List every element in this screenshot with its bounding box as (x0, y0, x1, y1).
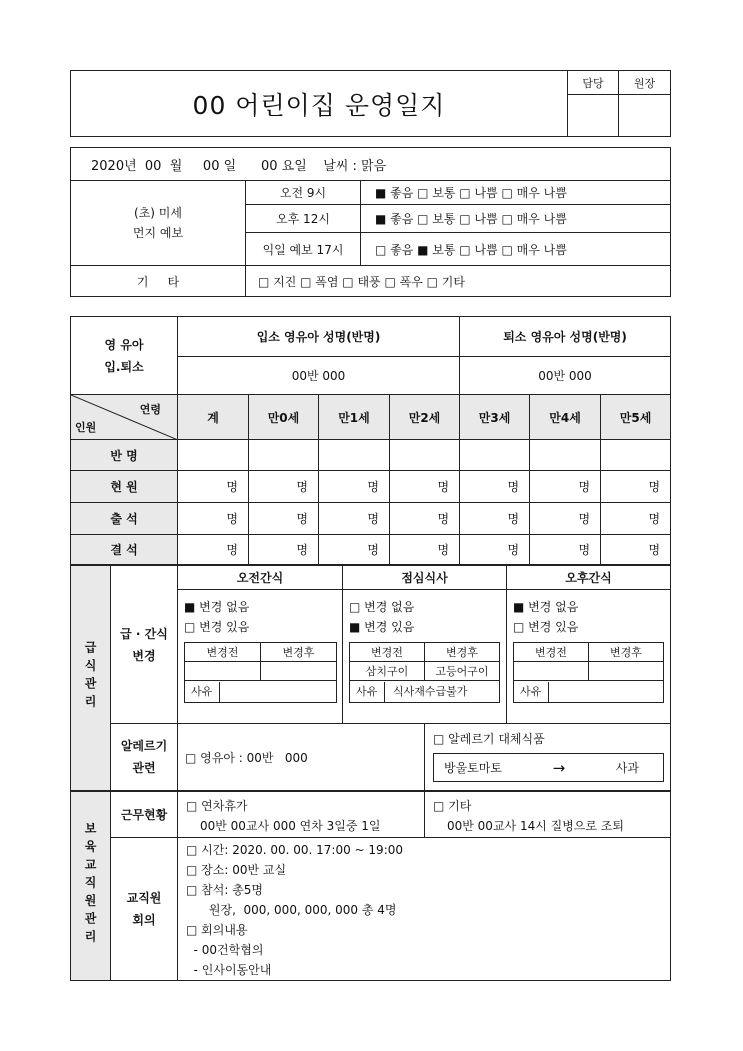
reason-value: 식사재수급불가 (393, 684, 468, 698)
meal-change-label (111, 566, 178, 724)
enrolled-cell[interactable]: 명 (390, 471, 460, 503)
after-label: 변경후 (425, 643, 500, 662)
present-cell[interactable]: 명 (530, 503, 601, 535)
meal-change-line-1: 급 · 간식 (120, 626, 168, 641)
age-header: 계 (178, 395, 249, 440)
before-label: 변경전 (185, 643, 261, 662)
dust-forecast-label (71, 181, 246, 266)
after-label: 변경후 (261, 643, 337, 662)
after-value[interactable] (261, 662, 337, 681)
reason-row[interactable] (514, 681, 664, 703)
age-header: 만0세 (249, 395, 319, 440)
row-label-absent: 결 석 (71, 535, 178, 565)
afternoon-change-cell (507, 590, 671, 724)
before-value[interactable] (514, 662, 589, 681)
approver-staff-sign[interactable] (568, 95, 619, 137)
meeting-line: - 00건학협의 (186, 943, 264, 957)
morning-change-cell (178, 590, 343, 724)
after-value[interactable] (589, 662, 664, 681)
enter-value[interactable]: 00반 000 (178, 357, 460, 395)
approver-director-sign[interactable] (619, 95, 671, 137)
afternoon-snack-title: 오후간식 (507, 566, 671, 590)
morning-opt-nochange[interactable]: ■ 변경 없음 (184, 600, 250, 614)
class-cell[interactable] (390, 440, 460, 471)
diag-top-label: 연령 (139, 403, 161, 416)
class-cell[interactable] (530, 440, 601, 471)
row-label-enrolled: 현 원 (71, 471, 178, 503)
age-header: 만2세 (390, 395, 460, 440)
allergy-label-line-1: 알레르기 (120, 739, 168, 753)
absent-cell[interactable]: 명 (390, 535, 460, 565)
enrolled-cell[interactable]: 명 (319, 471, 390, 503)
class-cell[interactable] (178, 440, 249, 471)
date-weather-line: 2020년 00 월 00 일 00 요일 날씨 : 맑음 (71, 148, 671, 181)
absent-cell[interactable]: 명 (178, 535, 249, 565)
forecast-status[interactable]: ■ 좋음 □ 보통 □ 나쁨 □ 매우 나쁨 (361, 181, 671, 205)
row-label-class: 반 명 (71, 440, 178, 471)
work-status-label: 근무현황 (111, 792, 178, 838)
before-value[interactable] (185, 662, 261, 681)
absent-cell[interactable]: 명 (319, 535, 390, 565)
class-cell[interactable] (460, 440, 530, 471)
present-cell[interactable]: 명 (460, 503, 530, 535)
allergy-substitute-box[interactable] (433, 753, 664, 782)
allergy-substitute-cell (425, 724, 671, 791)
allergy-to: 사과 (615, 761, 639, 775)
reason-label: 사유 (191, 682, 220, 702)
other-title[interactable]: □ 기타 (433, 799, 472, 813)
allergy-from: 방울토마토 (444, 761, 502, 775)
lunch-title: 점심식사 (343, 566, 507, 590)
reason-label: 사유 (356, 682, 385, 702)
present-cell[interactable]: 명 (249, 503, 319, 535)
age-header: 만1세 (319, 395, 390, 440)
absent-cell[interactable]: 명 (530, 535, 601, 565)
meeting-label (111, 838, 178, 981)
afternoon-opt-nochange[interactable]: ■ 변경 없음 (513, 600, 579, 614)
allergy-substitute-title[interactable]: □ 알레르기 대체식품 (433, 732, 545, 746)
class-cell[interactable] (249, 440, 319, 471)
reason-label: 사유 (520, 682, 549, 702)
staff-section-text: 보육교직원관리 (83, 821, 97, 948)
absent-cell[interactable]: 명 (601, 535, 671, 565)
morning-change-grid (184, 642, 337, 703)
forecast-time: 오후 12시 (246, 205, 361, 233)
reason-row[interactable] (185, 681, 337, 703)
meeting-label-line-2: 회의 (132, 913, 156, 927)
approver-director-label: 원장 (619, 71, 671, 95)
allergy-label (111, 724, 178, 791)
meeting-line[interactable]: □ 참석: 총5명 (186, 883, 264, 897)
staff-section-label (71, 792, 111, 981)
afternoon-change-grid (513, 642, 664, 703)
meal-section-text: 급식관리 (83, 640, 97, 713)
absent-cell[interactable]: 명 (249, 535, 319, 565)
morning-snack-title: 오전간식 (178, 566, 343, 590)
meeting-label-line-1: 교직원 (126, 891, 162, 905)
exit-value[interactable]: 00반 000 (460, 357, 671, 395)
forecast-status[interactable]: □ 좋음 ■ 보통 □ 나쁨 □ 매우 나쁨 (361, 233, 671, 266)
enrolled-cell[interactable]: 명 (178, 471, 249, 503)
age-header: 만4세 (530, 395, 601, 440)
meeting-line[interactable]: □ 시간: 2020. 00. 00. 17:00 ~ 19:00 (186, 843, 404, 857)
row-label-present: 출 석 (71, 503, 178, 535)
present-cell[interactable]: 명 (319, 503, 390, 535)
meal-change-line-2: 변경 (132, 648, 156, 663)
allergy-child[interactable]: □ 영유아 : 00반 000 (178, 724, 425, 791)
exit-header: 퇴소 영유아 성명(반명) (460, 317, 671, 357)
present-cell[interactable]: 명 (601, 503, 671, 535)
absent-cell[interactable]: 명 (460, 535, 530, 565)
arrow-right-icon: → (552, 758, 566, 777)
dust-label-line-1: (초) 미세 (134, 206, 182, 220)
in-out-label (71, 317, 178, 395)
meeting-line[interactable]: □ 회의내용 (186, 923, 248, 937)
after-value[interactable]: 고등어구이 (425, 662, 500, 681)
reason-row[interactable] (350, 681, 500, 703)
approver-staff-label: 담당 (568, 71, 619, 95)
afternoon-opt-change[interactable]: □ 변경 있음 (513, 620, 579, 634)
leave-cell (178, 792, 425, 838)
in-out-label-line-2: 입.퇴소 (104, 359, 144, 374)
before-value[interactable]: 삼치구이 (350, 662, 425, 681)
meeting-cell (178, 838, 671, 981)
attendance-table (70, 316, 671, 565)
age-header: 만3세 (460, 395, 530, 440)
page-title: 00 어린이집 운영일지 (71, 71, 568, 137)
allergy-label-line-2: 관련 (132, 761, 156, 775)
meal-table (70, 565, 671, 791)
lunch-opt-nochange[interactable]: □ 변경 없음 (349, 600, 415, 614)
forecast-status[interactable]: ■ 좋음 □ 보통 □ 나쁨 □ 매우 나쁨 (361, 205, 671, 233)
in-out-label-line-1: 영 유아 (104, 337, 144, 352)
enter-header: 입소 영유아 성명(반명) (178, 317, 460, 357)
meeting-line: 원장, 000, 000, 000, 000 총 4명 (186, 903, 397, 917)
class-cell[interactable] (319, 440, 390, 471)
lunch-opt-change[interactable]: ■ 변경 있음 (349, 620, 415, 634)
after-label: 변경후 (589, 643, 664, 662)
leave-detail: 00반 00교사 000 연차 3일중 1일 (200, 819, 381, 833)
present-cell[interactable]: 명 (178, 503, 249, 535)
meeting-line[interactable]: □ 장소: 00반 교실 (186, 863, 287, 877)
enrolled-cell[interactable]: 명 (460, 471, 530, 503)
forecast-time: 익일 예보 17시 (246, 233, 361, 266)
dust-label-line-2: 먼지 예보 (132, 226, 184, 240)
lunch-change-grid (349, 642, 500, 703)
leave-title[interactable]: □ 연차휴가 (186, 799, 248, 813)
age-diag-cell (71, 395, 178, 440)
other-cell (425, 792, 671, 838)
etc-label: 기 타 (71, 266, 246, 297)
header-table (70, 70, 671, 137)
enrolled-cell[interactable]: 명 (530, 471, 601, 503)
other-detail: 00반 00교사 14시 질병으로 조퇴 (447, 819, 624, 833)
enrolled-cell[interactable]: 명 (249, 471, 319, 503)
enrolled-cell[interactable]: 명 (601, 471, 671, 503)
etc-options[interactable]: □ 지진 □ 폭염 □ 태풍 □ 폭우 □ 기타 (246, 266, 671, 297)
diag-bottom-label: 인원 (75, 421, 97, 434)
before-label: 변경전 (514, 643, 589, 662)
age-header: 만5세 (601, 395, 671, 440)
forecast-time: 오전 9시 (246, 181, 361, 205)
meal-section-label (71, 566, 111, 791)
class-cell[interactable] (601, 440, 671, 471)
staff-table (70, 791, 671, 981)
meeting-line: - 인사이동안내 (186, 963, 272, 977)
morning-opt-change[interactable]: □ 변경 있음 (184, 620, 250, 634)
info-table (70, 147, 671, 297)
before-label: 변경전 (350, 643, 425, 662)
lunch-change-cell (343, 590, 507, 724)
present-cell[interactable]: 명 (390, 503, 460, 535)
